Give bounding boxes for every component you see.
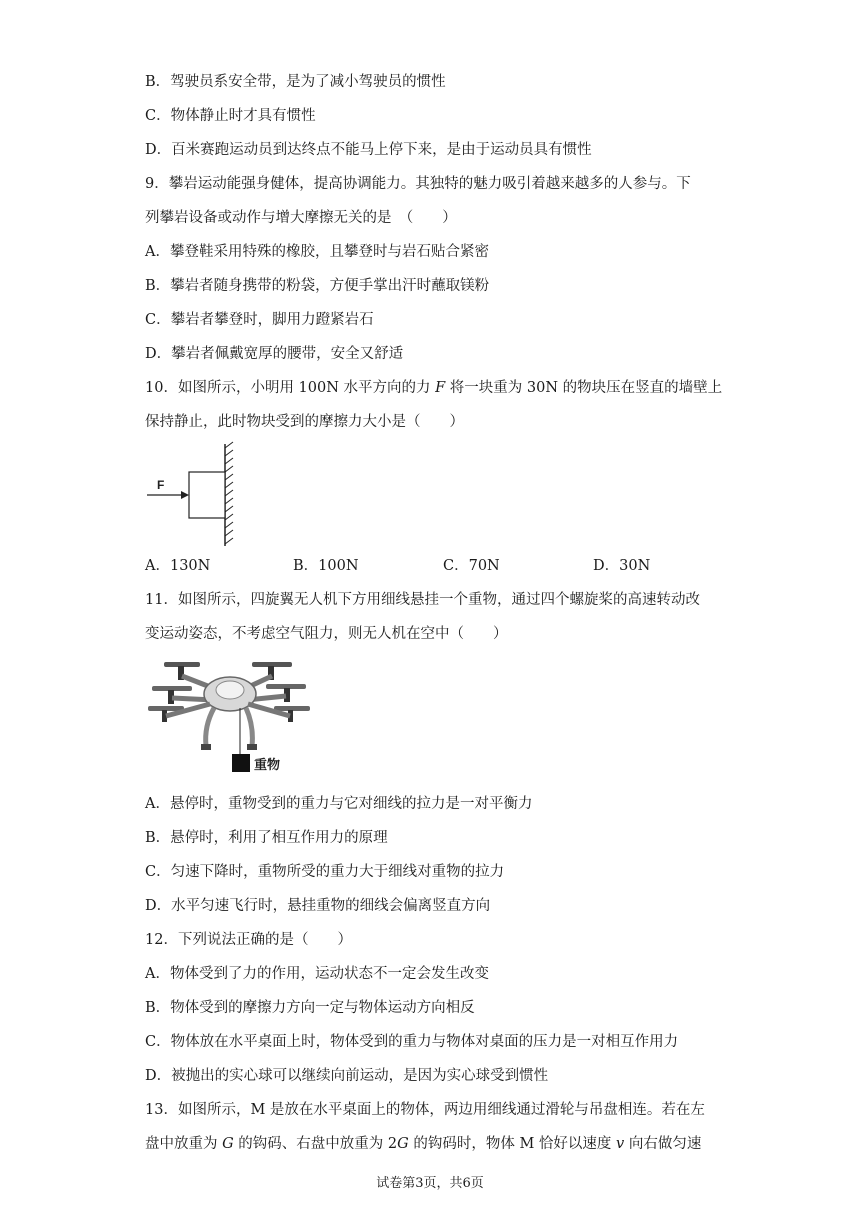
q10-option-a: A．130N <box>145 558 211 574</box>
block <box>189 472 225 518</box>
q10-stem-part1: 10．如图所示，小明用 100N 水平方向的力 <box>145 380 436 396</box>
wall-hatching <box>225 442 233 544</box>
q10-option-c: C．70N <box>443 558 500 574</box>
drone-image <box>148 662 310 750</box>
q9-option-d: D．攀岩者佩戴宽厚的腰带，安全又舒适 <box>145 346 404 362</box>
q11-option-a: A．悬停时，重物受到的重力与它对细线的拉力是一对平衡力 <box>145 796 533 812</box>
q10-stem-part2: 将一块重为 30N 的物块压在竖直的墙壁上 <box>445 380 723 396</box>
q11-option-b: B．悬停时，利用了相互作用力的原理 <box>145 830 388 846</box>
q11-option-d: D．水平匀速飞行时，悬挂重物的细线会偏离竖直方向 <box>145 898 491 914</box>
q12-option-d: D．被抛出的实心球可以继续向前运动，是因为实心球受到惯性 <box>145 1068 549 1084</box>
q10-block-wall-figure <box>143 440 243 550</box>
q11-drone-figure <box>148 656 310 780</box>
q12-option-a: A．物体受到了力的作用，运动状态不一定会发生改变 <box>145 966 489 982</box>
q10-option-d: D．30N <box>593 558 651 574</box>
q10-options-row <box>145 556 705 576</box>
q13-stem-part1: 盘中放重为 <box>145 1136 223 1152</box>
q13-stem-line2 <box>145 1134 701 1154</box>
q10-var-f: F <box>435 380 446 396</box>
q9-option-a: A．攀登鞋采用特殊的橡胶，且攀登时与岩石贴合紧密 <box>145 244 489 260</box>
q9-stem-line2: 列攀岩设备或动作与增大摩擦无关的是 （ ） <box>145 210 457 226</box>
force-label: F <box>157 478 165 492</box>
q10-stem-line1 <box>145 378 722 398</box>
q13-stem-part2: 的钩码、右盘中放重为 2 <box>233 1136 398 1152</box>
q13-stem-part4: 向右做匀速 <box>624 1136 702 1152</box>
weight-block <box>232 754 250 772</box>
q13-stem-line1: 13．如图所示，M 是放在水平桌面上的物体，两边用细线通过滑轮与吊盘相连。若在左 <box>145 1102 705 1118</box>
weight-label: 重物 <box>254 758 281 773</box>
q13-var-g2: G <box>397 1136 409 1152</box>
q8-option-c: C．物体静止时才具有惯性 <box>145 108 316 124</box>
q13-var-v: v <box>616 1136 625 1152</box>
q12-option-b: B．物体受到的摩擦力方向一定与物体运动方向相反 <box>145 1000 475 1016</box>
q9-option-c: C．攀岩者攀登时，脚用力蹬紧岩石 <box>145 312 374 328</box>
q10-option-b: B．100N <box>293 558 359 574</box>
q10-stem-line2: 保持静止，此时物块受到的摩擦力大小是（ ） <box>145 414 464 430</box>
page-footer: 试卷第3页，共6页 <box>376 1176 484 1191</box>
q12-stem: 12．下列说法正确的是（ ） <box>145 932 352 948</box>
q8-option-d: D．百米赛跑运动员到达终点不能马上停下来，是由于运动员具有惯性 <box>145 142 592 158</box>
q11-stem-line1: 11．如图所示，四旋翼无人机下方用细线悬挂一个重物，通过四个螺旋桨的高速转动改 <box>145 592 700 608</box>
q13-var-g1: G <box>222 1136 234 1152</box>
q13-stem-part3: 的钩码时，物体 M 恰好以速度 <box>408 1136 617 1152</box>
force-arrow-head <box>181 491 189 499</box>
q9-option-b: B．攀岩者随身携带的粉袋，方便手掌出汗时蘸取镁粉 <box>145 278 490 294</box>
q11-option-c: C．匀速下降时，重物所受的重力大于细线对重物的拉力 <box>145 864 505 880</box>
q12-option-c: C．物体放在水平桌面上时，物体受到的重力与物体对桌面的压力是一对相互作用力 <box>145 1034 679 1050</box>
q8-option-b: B．驾驶员系安全带，是为了减小驾驶员的惯性 <box>145 74 446 90</box>
q11-stem-line2: 变运动姿态，不考虑空气阻力，则无人机在空中（ ） <box>145 626 508 642</box>
q9-stem-line1: 9．攀岩运动能强身健体，提高协调能力。其独特的魅力吸引着越来越多的人参与。下 <box>145 176 691 192</box>
